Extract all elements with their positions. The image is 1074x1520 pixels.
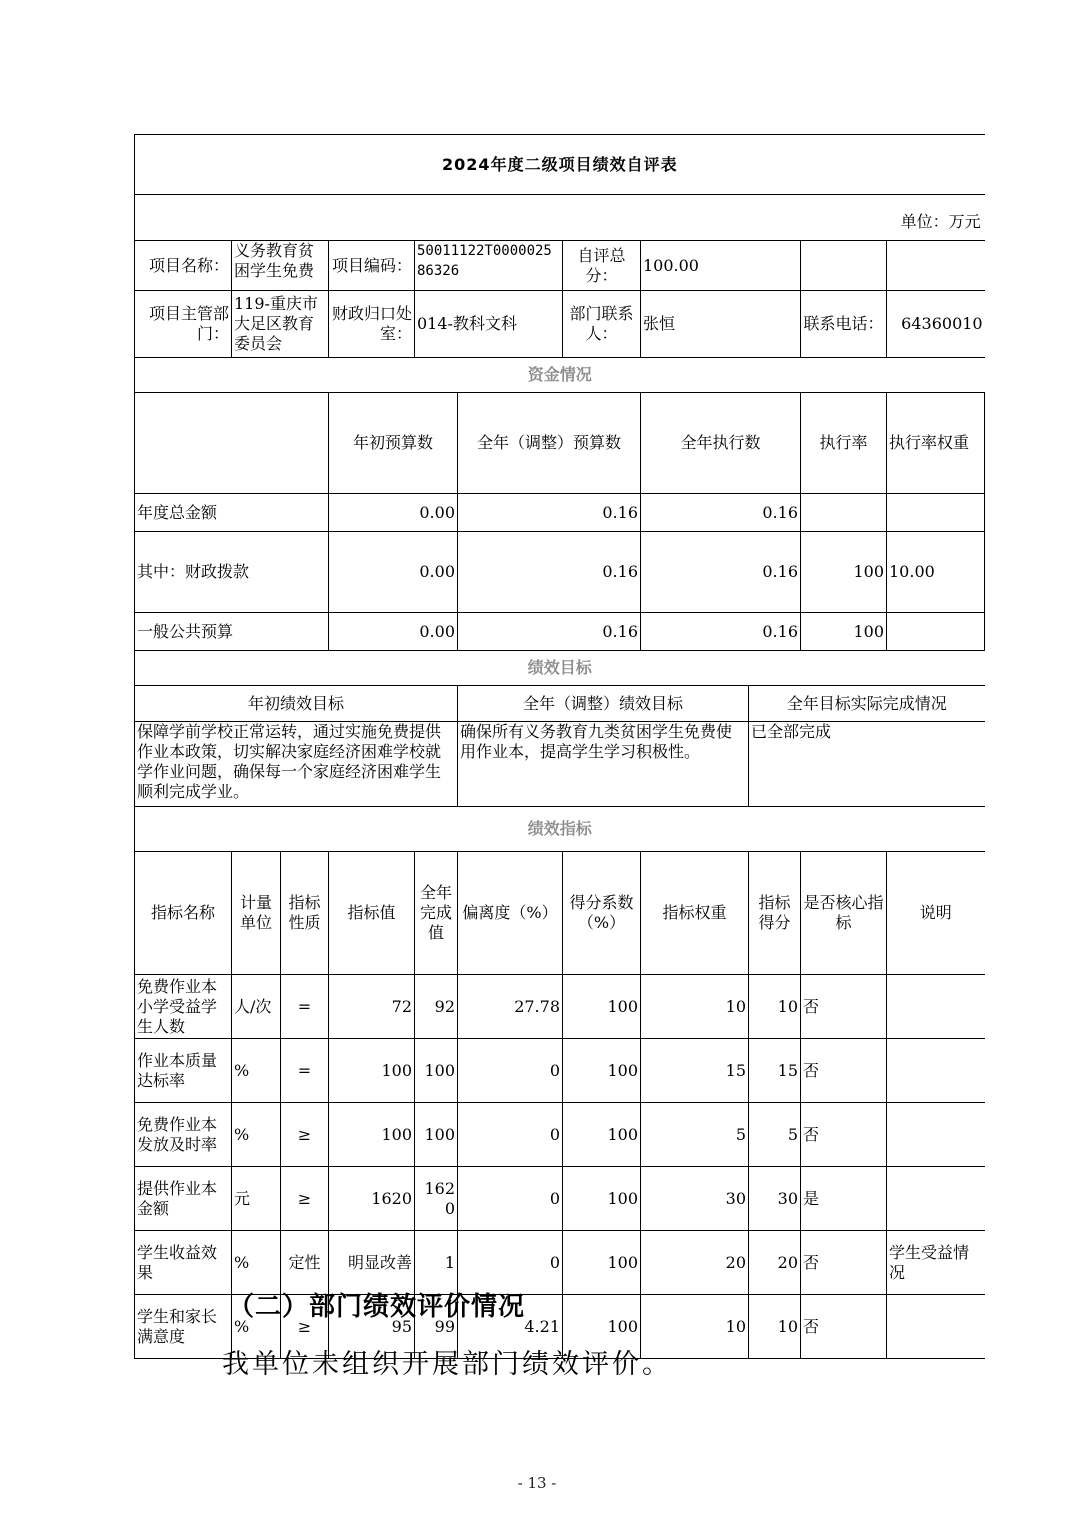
- indicator-nature: ≥: [281, 1167, 329, 1231]
- dept-label: 项目主管部门：: [135, 291, 232, 358]
- indicator-unit: 人/次: [232, 975, 281, 1039]
- empty-cell: [135, 393, 329, 494]
- indicator-core: 否: [801, 1103, 887, 1167]
- indicator-score: 20: [749, 1231, 801, 1295]
- project-name-value: 义务教育贫困学生免费: [232, 241, 329, 291]
- indicator-header: 得分系数（%）: [563, 852, 641, 975]
- funds-row-name: 年度总金额: [135, 494, 329, 532]
- funds-rate: 100: [801, 613, 887, 651]
- goal-adjusted-text: 确保所有义务教育九类贫困学生免费使用作业本，提高学生学习积极性。: [458, 722, 749, 807]
- indicator-row: [135, 975, 985, 1039]
- indicator-name: 免费作业本小学受益学生人数: [135, 975, 232, 1039]
- indicator-note: [887, 1103, 985, 1167]
- indicator-name: 作业本质量达标率: [135, 1039, 232, 1103]
- indicator-nature: ≥: [281, 1103, 329, 1167]
- indicator-core: 否: [801, 1231, 887, 1295]
- indicator-note: [887, 1167, 985, 1231]
- phone-value: 64360010: [887, 291, 985, 358]
- goals-header: 年初绩效目标: [135, 686, 458, 722]
- indicator-nature: =: [281, 1039, 329, 1103]
- indicator-note: [887, 1295, 985, 1359]
- indicator-deviation: 27.78: [458, 975, 563, 1039]
- funds-executed: 0.16: [641, 613, 801, 651]
- indicator-coef: 100: [563, 1167, 641, 1231]
- indicator-coef: 100: [563, 1231, 641, 1295]
- form-title: 2024年度二级项目绩效自评表: [135, 135, 985, 195]
- indicators-section-title: 绩效指标: [135, 807, 985, 852]
- funds-initial: 0.00: [329, 613, 458, 651]
- indicator-weight: 30: [641, 1167, 749, 1231]
- funds-header: 执行率权重: [887, 393, 985, 494]
- indicator-weight: 10: [641, 1295, 749, 1359]
- unit-label: 单位：万元: [135, 195, 985, 241]
- funds-header: 执行率: [801, 393, 887, 494]
- indicator-target: 100: [329, 1103, 415, 1167]
- indicator-row: [135, 1103, 985, 1167]
- indicator-note: [887, 1039, 985, 1103]
- indicator-done: 92: [415, 975, 458, 1039]
- phone-label: 联系电话：: [801, 291, 887, 358]
- indicator-target: 95: [329, 1295, 415, 1359]
- indicator-deviation: 0: [458, 1167, 563, 1231]
- indicator-unit: %: [232, 1039, 281, 1103]
- evaluation-table: [134, 134, 985, 1359]
- indicator-deviation: 0: [458, 1103, 563, 1167]
- indicator-score: 30: [749, 1167, 801, 1231]
- indicator-note: 学生受益情况: [887, 1231, 985, 1295]
- funds-adjusted: 0.16: [458, 613, 641, 651]
- indicator-name: 提供作业本金额: [135, 1167, 232, 1231]
- funds-executed: 0.16: [641, 494, 801, 532]
- goals-section-title: 绩效目标: [135, 651, 985, 686]
- indicator-name: 免费作业本发放及时率: [135, 1103, 232, 1167]
- funds-header: 全年执行数: [641, 393, 801, 494]
- indicator-core: 否: [801, 975, 887, 1039]
- funds-weight: [887, 494, 985, 532]
- dept-value: 119-重庆市大足区教育委员会: [232, 291, 329, 358]
- funds-adjusted: 0.16: [458, 494, 641, 532]
- goal-initial-text: 保障学前学校正常运转，通过实施免费提供作业本政策，切实解决家庭经济困难学校就学作业问题，确保每一个家庭经济困难学生顺利完成学业。: [135, 722, 458, 807]
- indicator-row: [135, 1231, 985, 1295]
- indicator-weight: 15: [641, 1039, 749, 1103]
- funds-header: 全年（调整）预算数: [458, 393, 641, 494]
- indicator-header: 说明: [887, 852, 985, 975]
- funds-header: 年初预算数: [329, 393, 458, 494]
- indicator-score: 10: [749, 1295, 801, 1359]
- empty-cell: [887, 241, 985, 291]
- evaluation-form: [134, 134, 984, 1359]
- indicator-row: [135, 1167, 985, 1231]
- indicator-nature: ≥: [281, 1295, 329, 1359]
- indicator-unit: %: [232, 1103, 281, 1167]
- funds-row: [135, 532, 985, 613]
- project-code-label: 项目编码：: [329, 241, 415, 291]
- indicator-header: 指标性质: [281, 852, 329, 975]
- contact-value: 张恒: [641, 291, 801, 358]
- goal-actual-text: 已全部完成: [749, 722, 985, 807]
- indicator-unit: %: [232, 1295, 281, 1359]
- funds-row-name: 其中：财政拨款: [135, 532, 329, 613]
- section-heading: （二）部门绩效评价情况: [228, 1292, 526, 1322]
- funds-rate: 100: [801, 532, 887, 613]
- indicator-name: 学生和家长满意度: [135, 1295, 232, 1359]
- indicator-target: 明显改善: [329, 1231, 415, 1295]
- goals-header: 全年（调整）绩效目标: [458, 686, 749, 722]
- funds-weight: 10.00: [887, 532, 985, 613]
- contact-label: 部门联系人：: [563, 291, 641, 358]
- body-paragraph: 我单位未组织开展部门绩效评价。: [222, 1349, 672, 1380]
- indicator-done: 1: [415, 1231, 458, 1295]
- indicator-deviation: 0: [458, 1231, 563, 1295]
- empty-cell: [801, 241, 887, 291]
- indicator-score: 5: [749, 1103, 801, 1167]
- indicator-target: 1620: [329, 1167, 415, 1231]
- indicator-header: 指标权重: [641, 852, 749, 975]
- indicator-row: [135, 1039, 985, 1103]
- funds-executed: 0.16: [641, 532, 801, 613]
- finance-label: 财政归口处室：: [329, 291, 415, 358]
- funds-row: [135, 613, 985, 651]
- indicator-header: 是否核心指标: [801, 852, 887, 975]
- indicator-core: 否: [801, 1295, 887, 1359]
- indicator-name: 学生收益效果: [135, 1231, 232, 1295]
- funds-weight: [887, 613, 985, 651]
- indicator-score: 10: [749, 975, 801, 1039]
- funds-initial: 0.00: [329, 494, 458, 532]
- indicator-coef: 100: [563, 1039, 641, 1103]
- indicator-coef: 100: [563, 1295, 641, 1359]
- indicator-nature: =: [281, 975, 329, 1039]
- goals-header: 全年目标实际完成情况: [749, 686, 985, 722]
- indicator-core: 否: [801, 1039, 887, 1103]
- indicator-weight: 10: [641, 975, 749, 1039]
- indicator-coef: 100: [563, 1103, 641, 1167]
- page-number: - 13 -: [517, 1474, 557, 1492]
- indicator-coef: 100: [563, 975, 641, 1039]
- indicator-weight: 5: [641, 1103, 749, 1167]
- indicator-target: 100: [329, 1039, 415, 1103]
- indicator-done: 99: [415, 1295, 458, 1359]
- funds-adjusted: 0.16: [458, 532, 641, 613]
- indicator-weight: 20: [641, 1231, 749, 1295]
- indicator-header: 计量单位: [232, 852, 281, 975]
- indicator-unit: %: [232, 1231, 281, 1295]
- project-name-label: 项目名称：: [135, 241, 232, 291]
- indicator-done: 1620: [415, 1167, 458, 1231]
- indicator-header: 指标名称: [135, 852, 232, 975]
- indicator-unit: 元: [232, 1167, 281, 1231]
- indicator-score: 15: [749, 1039, 801, 1103]
- project-code-value: 50011122T000002586326: [415, 241, 563, 291]
- indicator-nature: 定性: [281, 1231, 329, 1295]
- indicator-done: 100: [415, 1103, 458, 1167]
- self-score-value: 100.00: [641, 241, 801, 291]
- indicator-deviation: 4.21: [458, 1295, 563, 1359]
- funds-section-title: 资金情况: [135, 358, 985, 393]
- indicator-note: [887, 975, 985, 1039]
- finance-value: 014-教科文科: [415, 291, 563, 358]
- self-score-label: 自评总分：: [563, 241, 641, 291]
- indicator-deviation: 0: [458, 1039, 563, 1103]
- indicator-target: 72: [329, 975, 415, 1039]
- indicator-core: 是: [801, 1167, 887, 1231]
- funds-row-name: 一般公共预算: [135, 613, 329, 651]
- funds-initial: 0.00: [329, 532, 458, 613]
- indicator-header: 全年完成值: [415, 852, 458, 975]
- indicator-header: 指标得分: [749, 852, 801, 975]
- indicator-done: 100: [415, 1039, 458, 1103]
- indicator-header: 指标值: [329, 852, 415, 975]
- funds-row: [135, 494, 985, 532]
- funds-rate: [801, 494, 887, 532]
- indicator-header: 偏离度（%）: [458, 852, 563, 975]
